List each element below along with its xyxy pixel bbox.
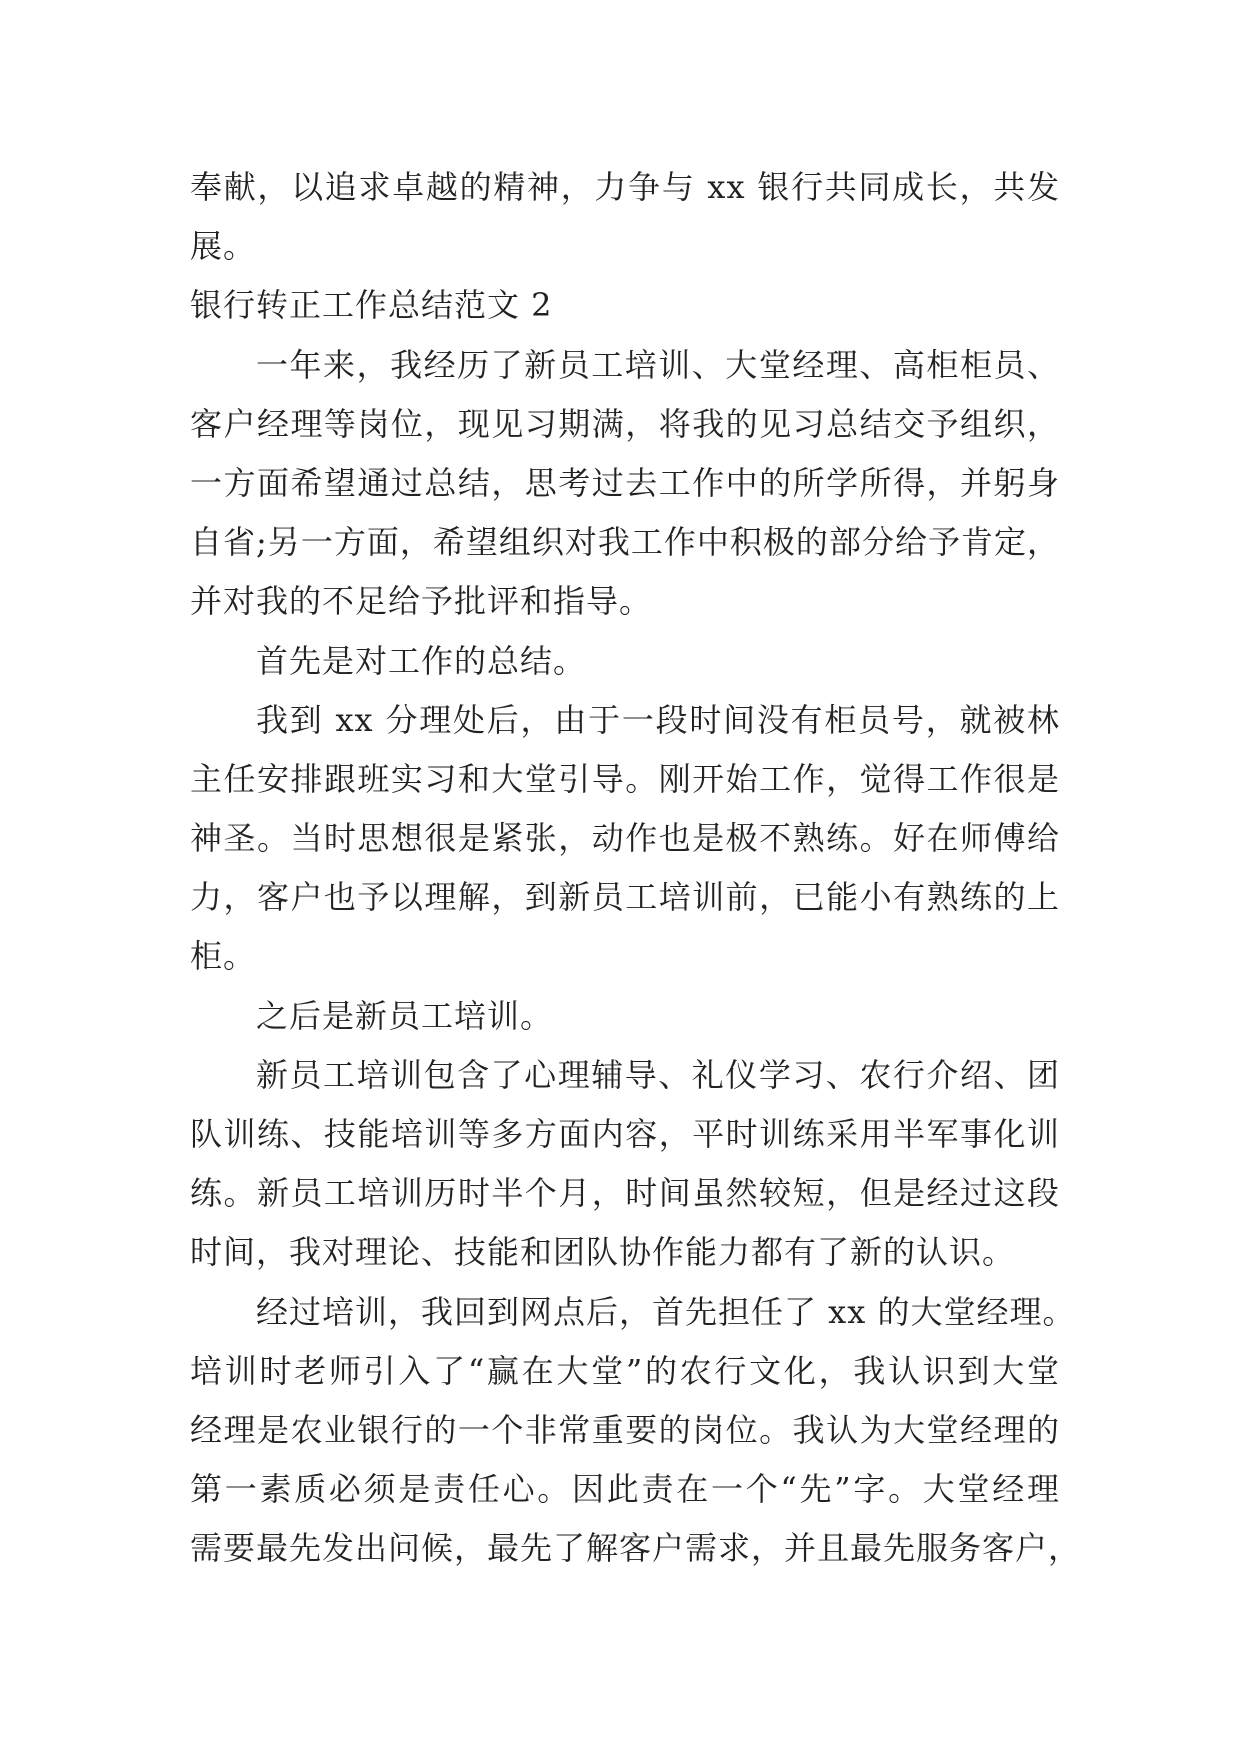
text-line: 一方面希望通过总结，思考过去工作中的所学所得，并躬身 [190, 463, 1060, 502]
text-line: 练。新员工培训历时半个月，时间虽然较短，但是经过这段 [190, 1174, 1060, 1213]
text-line: 展。 [190, 227, 257, 266]
text-line: 并对我的不足给予批评和指导。 [190, 582, 653, 621]
text-line: 力，客户也予以理解，到新员工培训前，已能小有熟练的上 [190, 878, 1060, 917]
text-line: 需要最先发出问候，最先了解客户需求，并且最先服务客户， [190, 1529, 1082, 1568]
text-line: 之后是新员工培训。 [256, 996, 554, 1035]
text-line: 神圣。当时思想很是紧张，动作也是极不熟练。好在师傅给 [190, 819, 1060, 858]
text-line: 奉献，以追求卓越的精神，力争与 xx 银行共同成长，共发 [190, 168, 1060, 206]
text-line: 经过培训，我回到网点后，首先担任了 xx 的大堂经理。 [256, 1292, 1076, 1331]
text-line: 队训练、技能培训等多方面内容，平时训练采用半军事化训 [190, 1115, 1060, 1153]
text-line: 柜。 [190, 937, 257, 976]
section-heading: 银行转正工作总结范文 2 [190, 286, 553, 325]
document-body [190, 158, 1082, 1579]
text-line: 培训时老师引入了“赢在大堂”的农行文化，我认识到大堂 [190, 1351, 1060, 1390]
text-line: 新员工培训包含了心理辅导、礼仪学习、农行介绍、团 [256, 1055, 1060, 1094]
text-line: 一年来，我经历了新员工培训、大堂经理、高柜柜员、 [256, 345, 1060, 384]
text-line: 主任安排跟班实习和大堂引导。刚开始工作，觉得工作很是 [190, 759, 1060, 798]
text-line: 自省;另一方面，希望组织对我工作中积极的部分给予肯定， [190, 523, 1060, 562]
text-line: 首先是对工作的总结。 [256, 641, 587, 680]
text-line: 第一素质必须是责任心。因此责在一个“先”字。大堂经理 [190, 1470, 1060, 1509]
text-line: 我到 xx 分理处后，由于一段时间没有柜员号，就被林 [256, 700, 1060, 739]
text-line: 客户经理等岗位，现见习期满，将我的见习总结交予组织， [190, 404, 1060, 443]
text-line: 经理是农业银行的一个非常重要的岗位。我认为大堂经理的 [190, 1410, 1060, 1449]
text-line: 时间，我对理论、技能和团队协作能力都有了新的认识。 [190, 1233, 1016, 1272]
